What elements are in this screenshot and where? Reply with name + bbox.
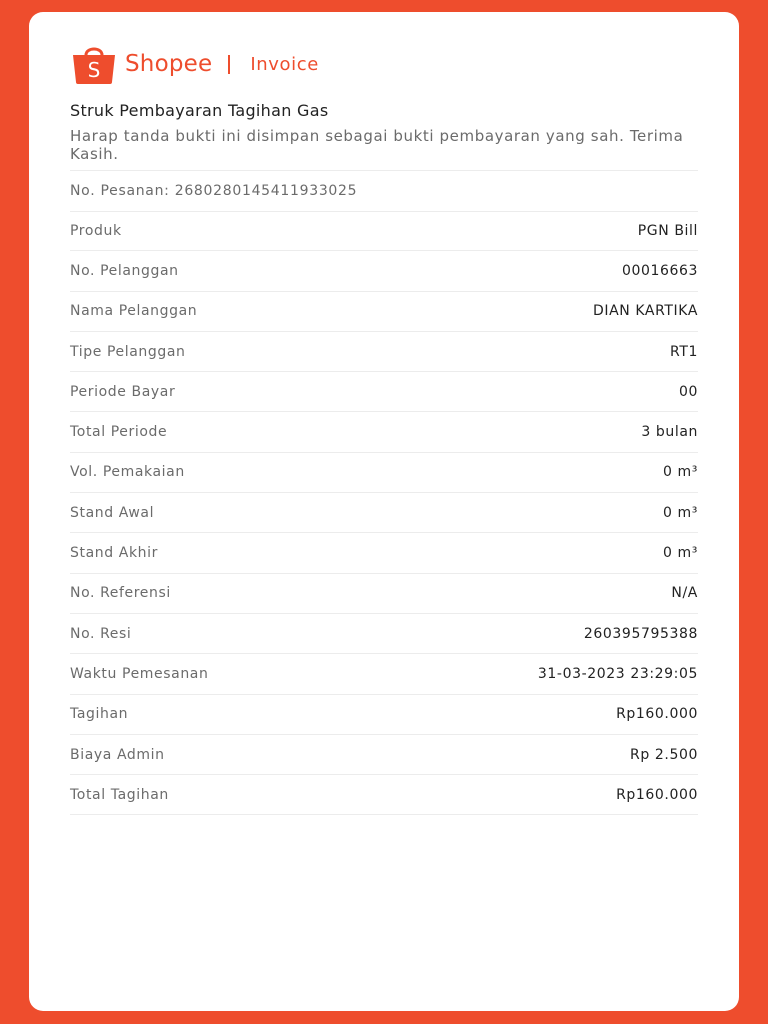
header-divider bbox=[228, 55, 230, 74]
row-value: 00 bbox=[678, 383, 698, 400]
row-value: 31-03-2023 23:29:05 bbox=[537, 665, 698, 682]
detail-row-produk bbox=[70, 211, 698, 251]
row-label: Vol. Pemakaian bbox=[70, 464, 185, 481]
shopee-bag-icon bbox=[69, 44, 119, 84]
detail-row-total-tagihan bbox=[70, 775, 698, 815]
row-value: 0 m³ bbox=[662, 545, 698, 562]
detail-row-nama-pelanggan bbox=[70, 292, 698, 332]
receipt-title: Struk Pembayaran Tagihan Gas bbox=[70, 101, 329, 120]
detail-row-periode-bayar bbox=[70, 372, 698, 412]
row-value: Rp160.000 bbox=[616, 786, 698, 803]
row-value: N/A bbox=[671, 585, 698, 602]
row-value: 3 bulan bbox=[641, 424, 698, 441]
detail-row-stand-awal bbox=[70, 493, 698, 533]
invoice-card bbox=[29, 12, 739, 1011]
row-label: Stand Awal bbox=[70, 504, 155, 521]
row-label: Stand Akhir bbox=[70, 545, 158, 562]
row-value: RT1 bbox=[670, 343, 698, 360]
row-value: Rp160.000 bbox=[616, 706, 698, 723]
row-value: 260395795388 bbox=[583, 625, 698, 642]
row-value: 0 m³ bbox=[662, 464, 698, 481]
row-value: DIAN KARTIKA bbox=[592, 303, 698, 320]
row-label: Nama Pelanggan bbox=[70, 303, 198, 320]
detail-row-vol-pemakaian bbox=[70, 453, 698, 493]
detail-row-total-periode bbox=[70, 412, 698, 452]
row-value: 00016663 bbox=[621, 262, 698, 279]
row-label: Tagihan bbox=[70, 706, 129, 723]
invoice-header bbox=[69, 44, 319, 84]
row-label: Biaya Admin bbox=[70, 746, 165, 763]
row-label: No. Referensi bbox=[70, 585, 171, 602]
brand-name: Shopee bbox=[125, 51, 213, 77]
detail-row-no-resi bbox=[70, 614, 698, 654]
row-label: No. Resi bbox=[70, 625, 132, 642]
detail-row-tipe-pelanggan bbox=[70, 332, 698, 372]
row-label: Total Periode bbox=[70, 424, 168, 441]
row-value: PGN Bill bbox=[637, 222, 698, 239]
section-label: Invoice bbox=[250, 53, 319, 75]
order-number: No. Pesanan: 2680280145411933025 bbox=[70, 170, 698, 212]
row-value: 0 m³ bbox=[662, 504, 698, 521]
row-label: Produk bbox=[70, 222, 122, 239]
logo-letter: S bbox=[87, 58, 101, 82]
detail-row-tagihan bbox=[70, 695, 698, 735]
row-label: No. Pelanggan bbox=[70, 262, 179, 279]
detail-row-biaya-admin bbox=[70, 735, 698, 775]
receipt-subtitle: Harap tanda bukti ini disimpan sebagai bukti pembayaran yang sah. Terima Kasih. bbox=[70, 127, 684, 163]
detail-row-no-pelanggan bbox=[70, 251, 698, 291]
row-label: Waktu Pemesanan bbox=[70, 665, 209, 682]
row-label: Tipe Pelanggan bbox=[70, 343, 186, 360]
detail-row-stand-akhir bbox=[70, 533, 698, 573]
row-label: Total Tagihan bbox=[70, 786, 169, 803]
detail-row-no-referensi bbox=[70, 574, 698, 614]
row-label: Periode Bayar bbox=[70, 383, 176, 400]
detail-row-waktu-pemesanan bbox=[70, 654, 698, 694]
receipt-details bbox=[70, 211, 698, 815]
row-value: Rp 2.500 bbox=[630, 746, 698, 763]
